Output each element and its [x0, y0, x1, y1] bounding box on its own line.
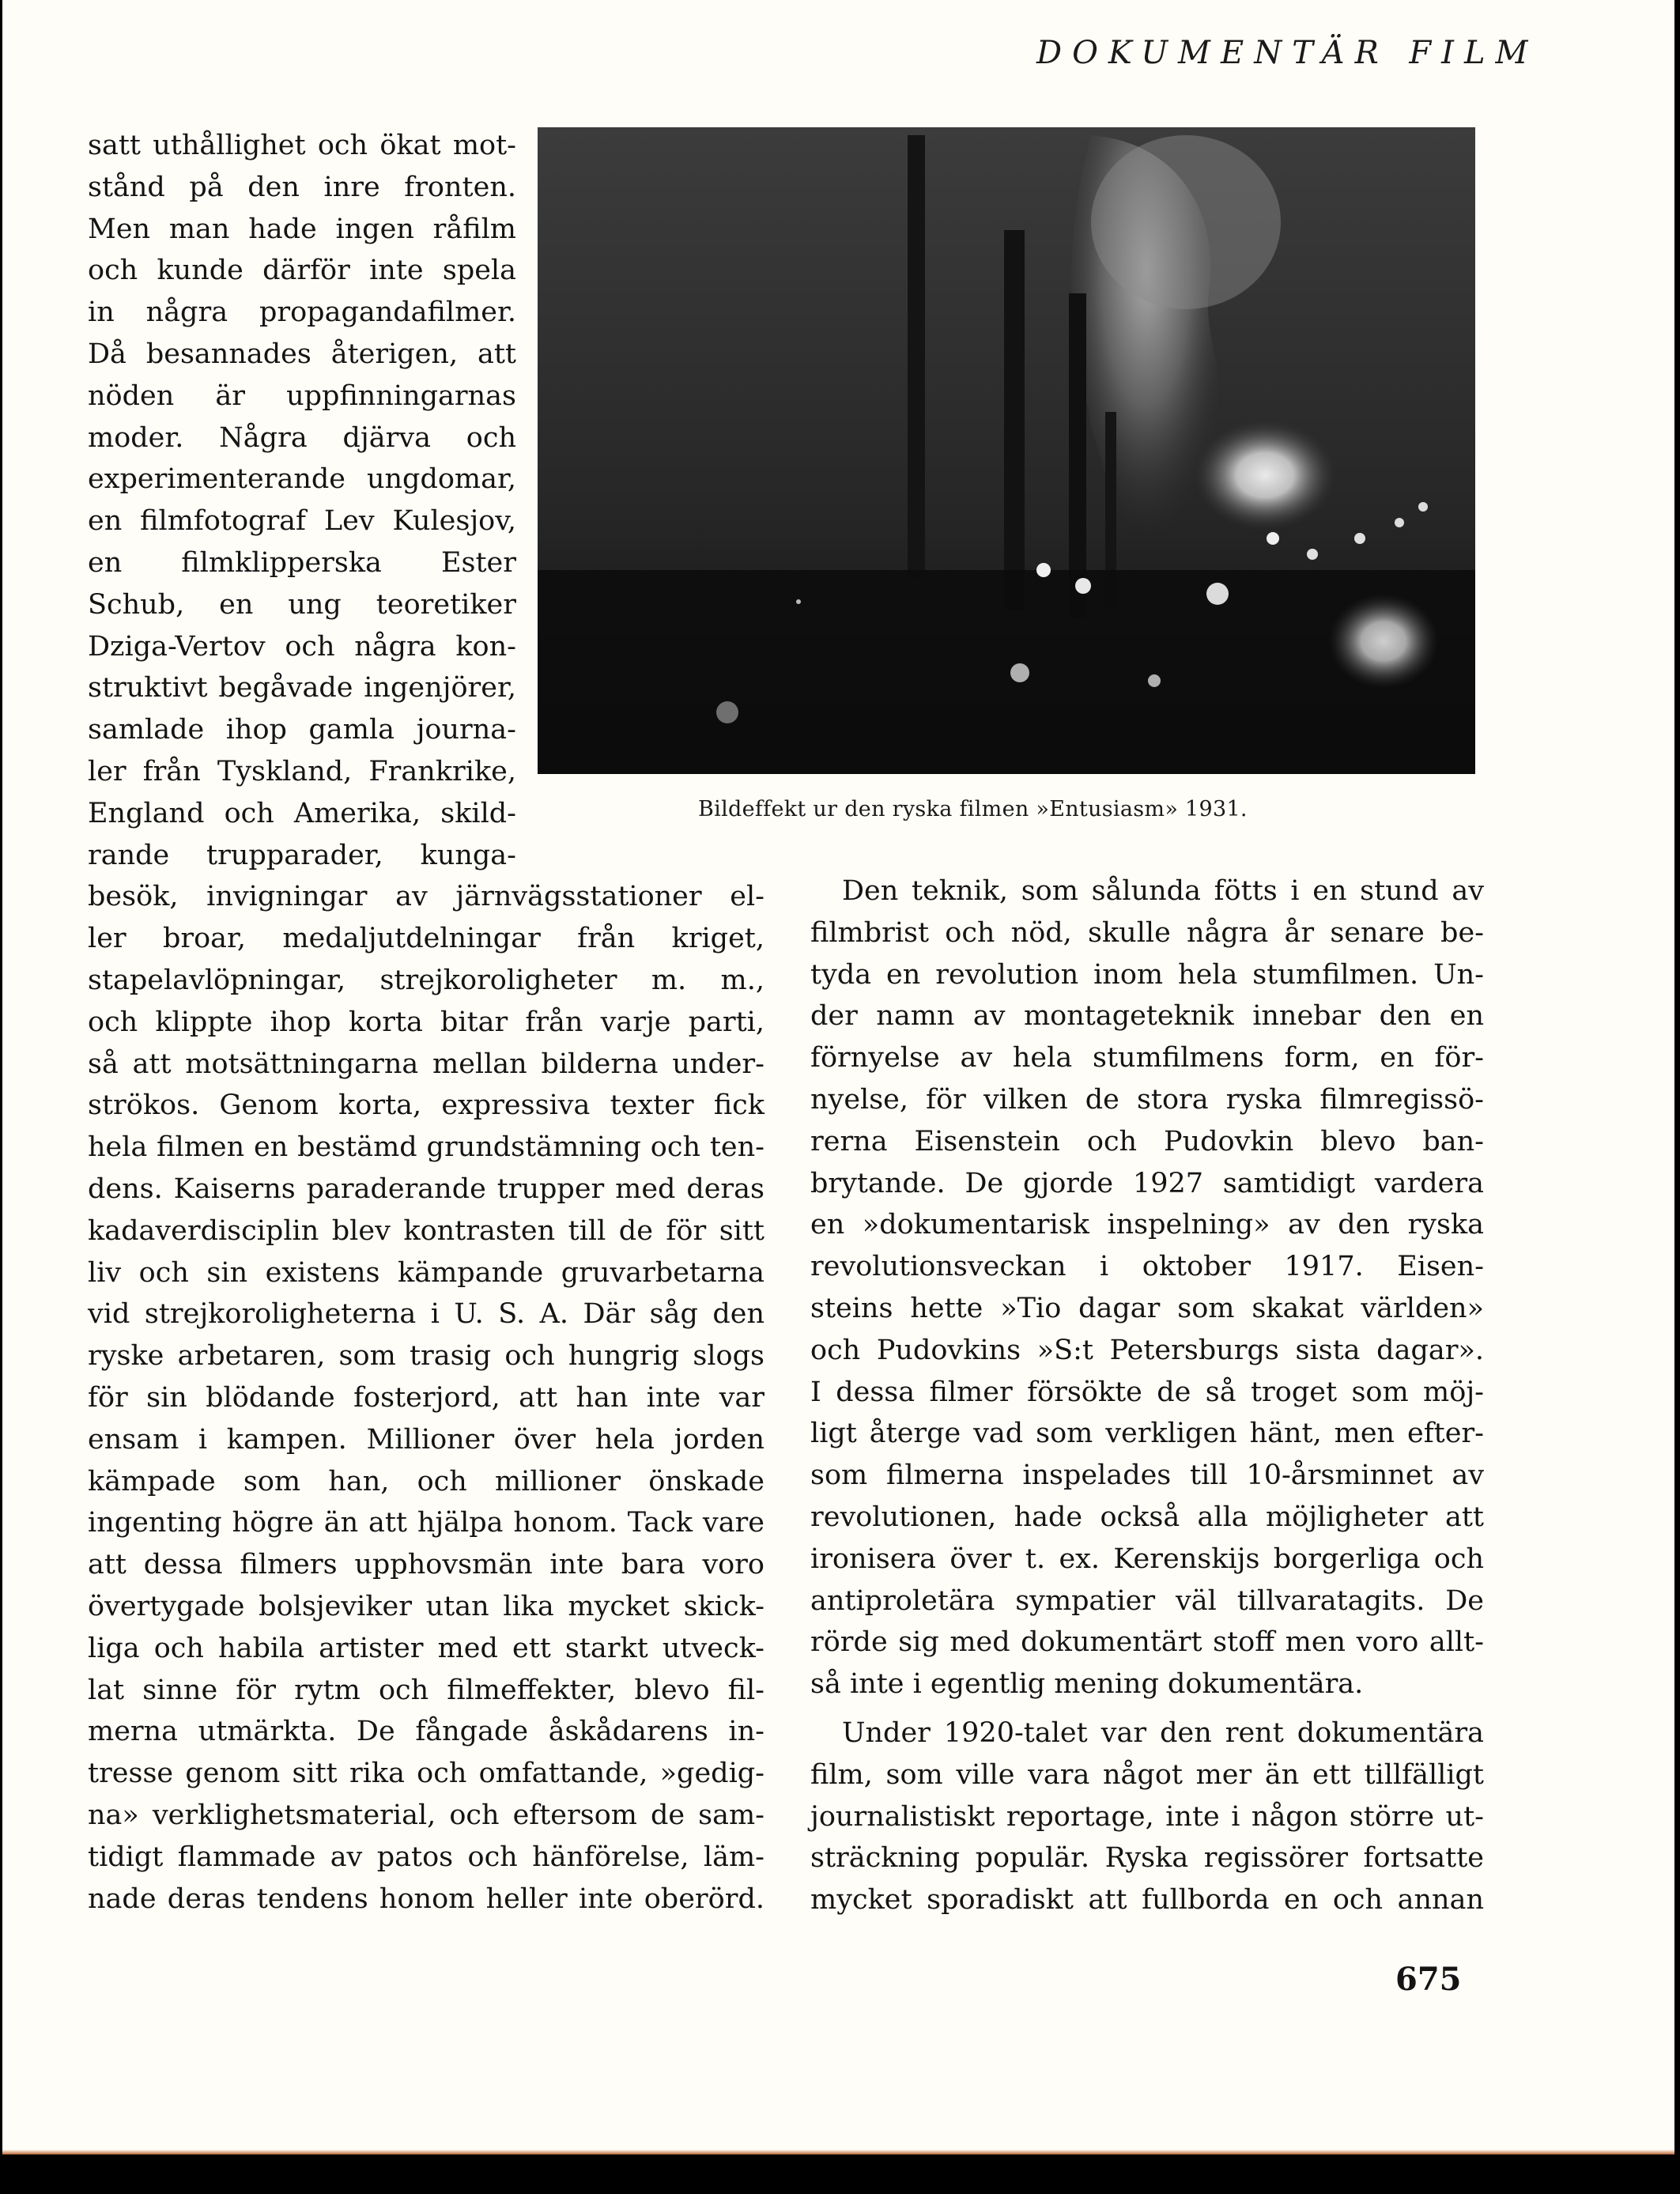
text-line: sträckning populär. Ryska regissörer fortsatte	[810, 1842, 1484, 1875]
text-line: så att motsättningarna mellan bilderna under-	[88, 1048, 764, 1080]
film-still-photo	[538, 127, 1475, 774]
page-number: 675	[1395, 1961, 1462, 1998]
text-line: en filmfotograf Lev Kulesjov,	[88, 505, 516, 538]
text-line: tyda en revolution inom hela stumfilmen. Un-	[810, 958, 1484, 991]
text-line: ligt återge vad som verkligen hänt, men efter-	[810, 1418, 1484, 1450]
text-line: I dessa filmer försökte de så troget som möj-	[810, 1376, 1484, 1408]
text-line: stånd på den inre fronten.	[88, 171, 516, 203]
text-line: Då besannades återigen, att	[88, 338, 516, 370]
text-line: övertygade bolsjeviker utan lika mycket skick-	[88, 1591, 764, 1622]
text-line: och klippte ihop korta bitar från varje parti,	[88, 1006, 764, 1038]
text-line: Men man hade ingen råfilm	[88, 213, 516, 245]
text-line: rande trupparader, kunga-	[88, 839, 516, 871]
text-line: besök, invigningar av järnvägsstationer el-	[88, 881, 764, 913]
text-line: nöden är uppfinningarnas	[88, 380, 516, 412]
text-line: Den teknik, som sålunda fötts i en stund av	[842, 875, 1484, 907]
text-line: rörde sig med dokumentärt stoff men voro allt-	[810, 1626, 1484, 1659]
text-line: brytande. De gjorde 1927 samtidigt vardera	[810, 1167, 1484, 1199]
text-line: och kunde därför inte spela	[88, 255, 516, 287]
text-line: dens. Kaiserns paraderande trupper med deras	[88, 1173, 764, 1205]
text-line: samlade ihop gamla journa-	[88, 714, 516, 746]
text-line: tidigt flammade av patos och hänförelse, läm-	[88, 1841, 764, 1873]
text-line: Schub, en ung teoretiker	[88, 588, 516, 621]
text-line: ingenting högre än att hjälpa honom. Tack vare	[88, 1507, 764, 1539]
text-line: förnyelse av hela stumfilmens form, en för-	[810, 1042, 1484, 1074]
text-line: Under 1920-talet var den rent dokumentära	[842, 1717, 1484, 1749]
running-header: DOKUMENTÄR FILM	[1036, 35, 1538, 71]
text-line: steins hette »Tio dagar som skakat världen»	[810, 1293, 1484, 1324]
text-line: rerna Eisenstein och Pudovkin blevo ban-	[810, 1125, 1484, 1157]
text-line: ensam i kampen. Millioner över hela jorden	[88, 1423, 764, 1456]
text-line: och Pudovkins »S:t Petersburgs sista dagar».	[810, 1334, 1484, 1366]
text-line: som filmerna inspelades till 10-årsminnet av	[810, 1460, 1484, 1492]
text-line: satt uthållighet och ökat mot-	[88, 130, 516, 161]
text-line: en »dokumentarisk inspelning» av den ryska	[810, 1209, 1484, 1241]
text-line: kadaverdisciplin blev kontrasten till de för sitt	[88, 1214, 764, 1247]
text-line: revolutionen, hade också alla möjligheter att	[810, 1501, 1484, 1533]
text-line: merna utmärkta. De fångade åskådarens in-	[88, 1716, 764, 1748]
text-line: så inte i egentlig mening dokumentära.	[810, 1668, 1364, 1701]
text-line: liv och sin existens kämpande gruvarbetarna	[88, 1256, 764, 1289]
text-line: strökos. Genom korta, expressiva texter fick	[88, 1089, 764, 1122]
text-line: moder. Några djärva och	[88, 421, 516, 454]
text-line: för sin blödande fosterjord, att han inte var	[88, 1382, 764, 1414]
text-line: nade deras tendens honom heller inte oberörd.	[88, 1882, 764, 1915]
text-line: journalistiskt reportage, inte i någon större ut-	[810, 1800, 1484, 1833]
text-line: kämpade som han, och millioner önskade	[88, 1465, 764, 1497]
text-line: na» verklighetsmaterial, och eftersom de sam-	[88, 1799, 764, 1831]
text-line: vid strejkoroligheterna i U. S. A. Där såg den	[88, 1298, 764, 1331]
text-line: in några propagandafilmer.	[88, 296, 516, 329]
text-line: ler broar, medaljutdelningar från kriget,	[88, 923, 764, 955]
text-line: att dessa filmers upphovsmän inte bara voro	[88, 1549, 764, 1581]
book-page	[2, 0, 1674, 2154]
text-line: lat sinne för rytm och filmeffekter, blevo fil-	[88, 1674, 764, 1706]
text-line: experimenterande ungdomar,	[88, 463, 516, 496]
industrial-night-scene-image	[538, 127, 1475, 774]
text-line: Dziga-Vertov och några kon-	[88, 630, 516, 663]
figure-caption: Bildeffekt ur den ryska filmen »Entusiasm» 1931.	[698, 797, 1248, 821]
text-line: stapelavlöpningar, strejkoroligheter m. m.,	[88, 965, 764, 996]
text-line: film, som ville vara något mer än ett tillfälligt	[810, 1758, 1484, 1791]
text-line: liga och habila artister med ett starkt utveck-	[88, 1632, 764, 1664]
text-line: England och Amerika, skild-	[88, 797, 516, 829]
text-line: ryske arbetaren, som trasig och hungrig slogs	[88, 1340, 764, 1373]
text-line: mycket sporadiskt att fullborda en och annan	[810, 1884, 1484, 1916]
text-line: hela filmen en bestämd grundstämning och ten-	[88, 1131, 764, 1164]
text-line: nyelse, för vilken de stora ryska filmregissö-	[810, 1084, 1484, 1116]
text-line: en filmklipperska Ester	[88, 547, 516, 579]
text-line: ironisera över t. ex. Kerenskijs borgerliga och	[810, 1543, 1484, 1575]
text-line: revolutionsveckan i oktober 1917. Eisen-	[810, 1251, 1484, 1283]
text-line: filmbrist och nöd, skulle några år senare be-	[810, 916, 1484, 949]
text-line: der namn av montageteknik innebar den en	[810, 1000, 1484, 1033]
text-line: tresse genom sitt rika och omfattande, »gedig-	[88, 1758, 764, 1790]
text-line: ler från Tyskland, Frankrike,	[88, 756, 516, 787]
text-line: antiproletära sympatier väl tillvaratagits. De	[810, 1584, 1484, 1617]
text-line: struktivt begåvade ingenjörer,	[88, 672, 516, 704]
